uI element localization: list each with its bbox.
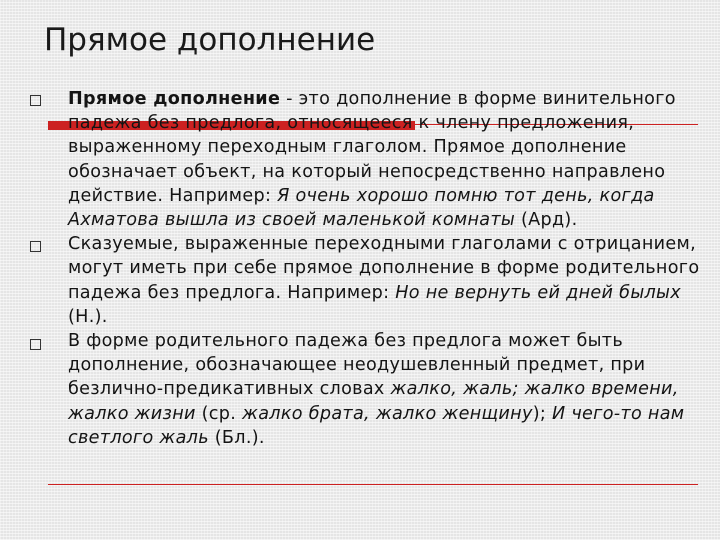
source-text: (Ард). — [515, 210, 578, 231]
source-text: (Бл.). — [208, 427, 265, 448]
source-text: (Н.). — [68, 306, 108, 327]
definition-text: - это дополнение в форме винительного падежа без предлога, относящееся к члену предложения, выраженному переходным глаголом. Прямое дополнение обозначает объект, на который непосредственно направлено действие. Например: — [68, 89, 676, 206]
hollow-square-bullet-icon — [30, 241, 41, 252]
slide-title: Прямое дополнение — [44, 22, 376, 58]
term: Прямое дополнение — [68, 89, 281, 109]
body-text: ); — [532, 403, 552, 424]
list-item — [68, 87, 702, 232]
bullet-list — [68, 87, 702, 450]
list-item — [68, 329, 702, 450]
bottom-divider — [48, 484, 698, 485]
hollow-square-bullet-icon — [30, 339, 41, 350]
example-text: жалко, жаль; жалко времени, жалко жизни — [68, 379, 679, 424]
example-text: жалко брата, жалко женщину — [242, 403, 533, 424]
body-text: Сказуемые, выраженные переходными глаголами с отрицанием, могут иметь при себе прямое дополнение в форме родительного падежа без предлога. Например: — [68, 234, 700, 303]
example-text: Я очень хорошо помню тот день, когда Ахматова вышла из своей маленькой комнаты — [68, 185, 655, 231]
body-text: В форме родительного падежа без предлога может быть дополнение, обозначающее неодушевленный предмет, при безлично-предикативных словах — [68, 331, 646, 400]
body-text: (ср. — [195, 403, 243, 424]
example-text: Но не вернуть ей дней былых — [395, 282, 681, 303]
hollow-square-bullet-icon — [30, 95, 41, 106]
list-item — [68, 232, 702, 329]
example-text: И чего-то нам светлого жаль — [68, 403, 685, 448]
